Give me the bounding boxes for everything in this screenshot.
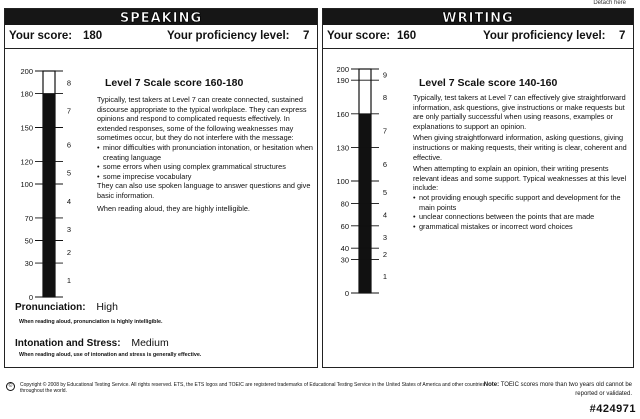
speaking-level-label: 1 (66, 276, 72, 286)
writing-panel (322, 8, 634, 368)
speaking-proficiency-value: 7 (303, 30, 310, 42)
pronunciation-value: High (96, 301, 118, 313)
writing-proficiency-value: 7 (619, 30, 626, 42)
validity-note (482, 381, 632, 399)
speaking-tick-label: 30 (24, 259, 33, 269)
writing-paragraph: When giving straightforward information, asking questions, giving instructions or making requests, their writing is clear, coherent and effective. (413, 133, 627, 162)
pronunciation-row (15, 301, 118, 313)
speaking-score-row (5, 25, 317, 49)
intonation-row (15, 337, 169, 349)
speaking-score-scale (9, 65, 89, 305)
detach-label: Detach here (593, 0, 626, 6)
writing-tick-label: 30 (340, 255, 349, 265)
speaking-paragraph: Typically, test takers at Level 7 can create connected, sustained discourse appropriate to the typical workplace. They can express opinions and respond to complicated requests effectively. In extended responses, some of the following weaknesses may sometimes occur, but they do not interfere with the message: (97, 95, 307, 143)
speaking-tick-label: 0 (28, 293, 33, 302)
writing-tick-label: 160 (336, 109, 349, 119)
speaking-level-label: 8 (66, 78, 72, 88)
writing-level-label: 8 (382, 93, 388, 102)
speaking-bullet: • some errors when using complex grammatical structures (97, 162, 315, 172)
intonation-label: Intonation and Stress: (15, 338, 121, 349)
writing-score-row (323, 25, 633, 49)
speaking-bullet-list (97, 143, 315, 181)
writing-score-label: Your score: (327, 30, 391, 42)
speaking-closing: When reading aloud, they are highly intelligible. (97, 203, 250, 213)
writing-bullet-list (413, 193, 631, 231)
writing-scale-graphic (325, 63, 405, 299)
speaking-tick-label: 50 (24, 236, 33, 246)
writing-tick-label: 100 (336, 177, 349, 186)
speaking-scale-graphic (9, 65, 89, 303)
speaking-score-label: Your score: (9, 30, 73, 42)
speaking-tick-label: 70 (24, 213, 33, 223)
writing-proficiency-label: Your proficiency level: (483, 30, 606, 42)
copyright-icon: © (6, 382, 15, 391)
writing-level-label: 6 (382, 160, 388, 170)
speaking-tick-label: 180 (20, 89, 33, 99)
speaking-score-value: 180 (83, 30, 103, 42)
writing-bullet: • unclear connections between the points that are made (413, 212, 631, 222)
speaking-level-title: Level 7 Scale score 160-180 (105, 77, 244, 89)
copyright-text: Copyright © 2008 by Educational Testing Service. All rights reserved. ETS, the ETS logos and TOEIC are registered trademarks of Educational Testing Service in the United States of America and other countries throughout the world. (20, 382, 485, 394)
speaking-bullet: • some imprecise vocabulary (97, 172, 315, 182)
writing-level-label: 4 (382, 210, 388, 220)
writing-banner (323, 9, 633, 25)
writing-paragraph: When attempting to explain an opinion, their writing presents relevant ideas and some support. Typical weaknesses at this level include: (413, 164, 627, 193)
speaking-bullet: • minor difficulties with pronunciation intonation, or hesitation when creating language (97, 143, 315, 162)
speaking-tick-label: 150 (20, 123, 33, 133)
writing-tick-label: 190 (336, 76, 349, 86)
writing-level-title: Level 7 Scale score 140-160 (419, 77, 558, 89)
intonation-value: Medium (131, 337, 169, 349)
writing-description (413, 93, 631, 231)
note-label: Note: (483, 382, 500, 388)
speaking-description (97, 95, 315, 213)
speaking-tick-label: 120 (20, 157, 33, 167)
speaking-level-label: 5 (66, 168, 72, 178)
writing-paragraph: Typically, test takers at Level 7 can effectively give straightforward information, ask questions, give instructions or make requests but are only partially successful when using reasons, examples or explanations to support an opinion. (413, 93, 626, 131)
speaking-bar-fill (43, 94, 55, 297)
speaking-closing: They can also use spoken language to answer questions and give basic information. (97, 181, 311, 200)
writing-level-label: 9 (382, 70, 388, 80)
writing-bullet: • grammatical mistakes or incorrect word choices (413, 222, 631, 232)
speaking-level-label: 7 (66, 106, 72, 116)
writing-level-label: 5 (382, 188, 388, 198)
pronunciation-note: When reading aloud, pronunciation is highly intelligible. (19, 319, 163, 325)
writing-tick-label: 40 (340, 244, 349, 254)
writing-banner-text: WRITING (442, 11, 514, 26)
speaking-banner-text: SPEAKING (119, 11, 203, 26)
speaking-banner (5, 9, 317, 25)
speaking-panel (4, 8, 318, 368)
note-text: TOEIC scores more than two years old cannot be reported or validated. (500, 382, 632, 397)
speaking-level-label: 3 (66, 225, 72, 235)
writing-tick-label: 0 (344, 289, 349, 298)
speaking-tick-label: 100 (20, 180, 33, 189)
speaking-level-label: 4 (66, 196, 72, 206)
writing-bullet: • not providing enough specific support and development for the main points (413, 193, 631, 212)
writing-score-scale (325, 63, 405, 303)
writing-level-label: 2 (382, 249, 388, 259)
speaking-level-label: 6 (66, 140, 72, 150)
writing-score-value: 160 (397, 30, 417, 42)
writing-level-label: 7 (382, 126, 388, 136)
writing-level-label: 1 (382, 272, 388, 282)
writing-level-label: 3 (382, 233, 388, 242)
pronunciation-label: Pronunciation: (15, 302, 86, 313)
speaking-level-label: 2 (66, 247, 72, 257)
speaking-proficiency-label: Your proficiency level: (167, 30, 290, 42)
speaking-tick-label: 200 (20, 67, 33, 76)
document-code: #424971 (589, 403, 636, 415)
writing-tick-label: 130 (336, 143, 349, 153)
writing-tick-label: 200 (336, 65, 349, 74)
writing-tick-label: 80 (340, 199, 349, 209)
intonation-note: When reading aloud, use of intonation and stress is generally effective. (19, 352, 202, 358)
writing-tick-label: 60 (340, 221, 349, 231)
